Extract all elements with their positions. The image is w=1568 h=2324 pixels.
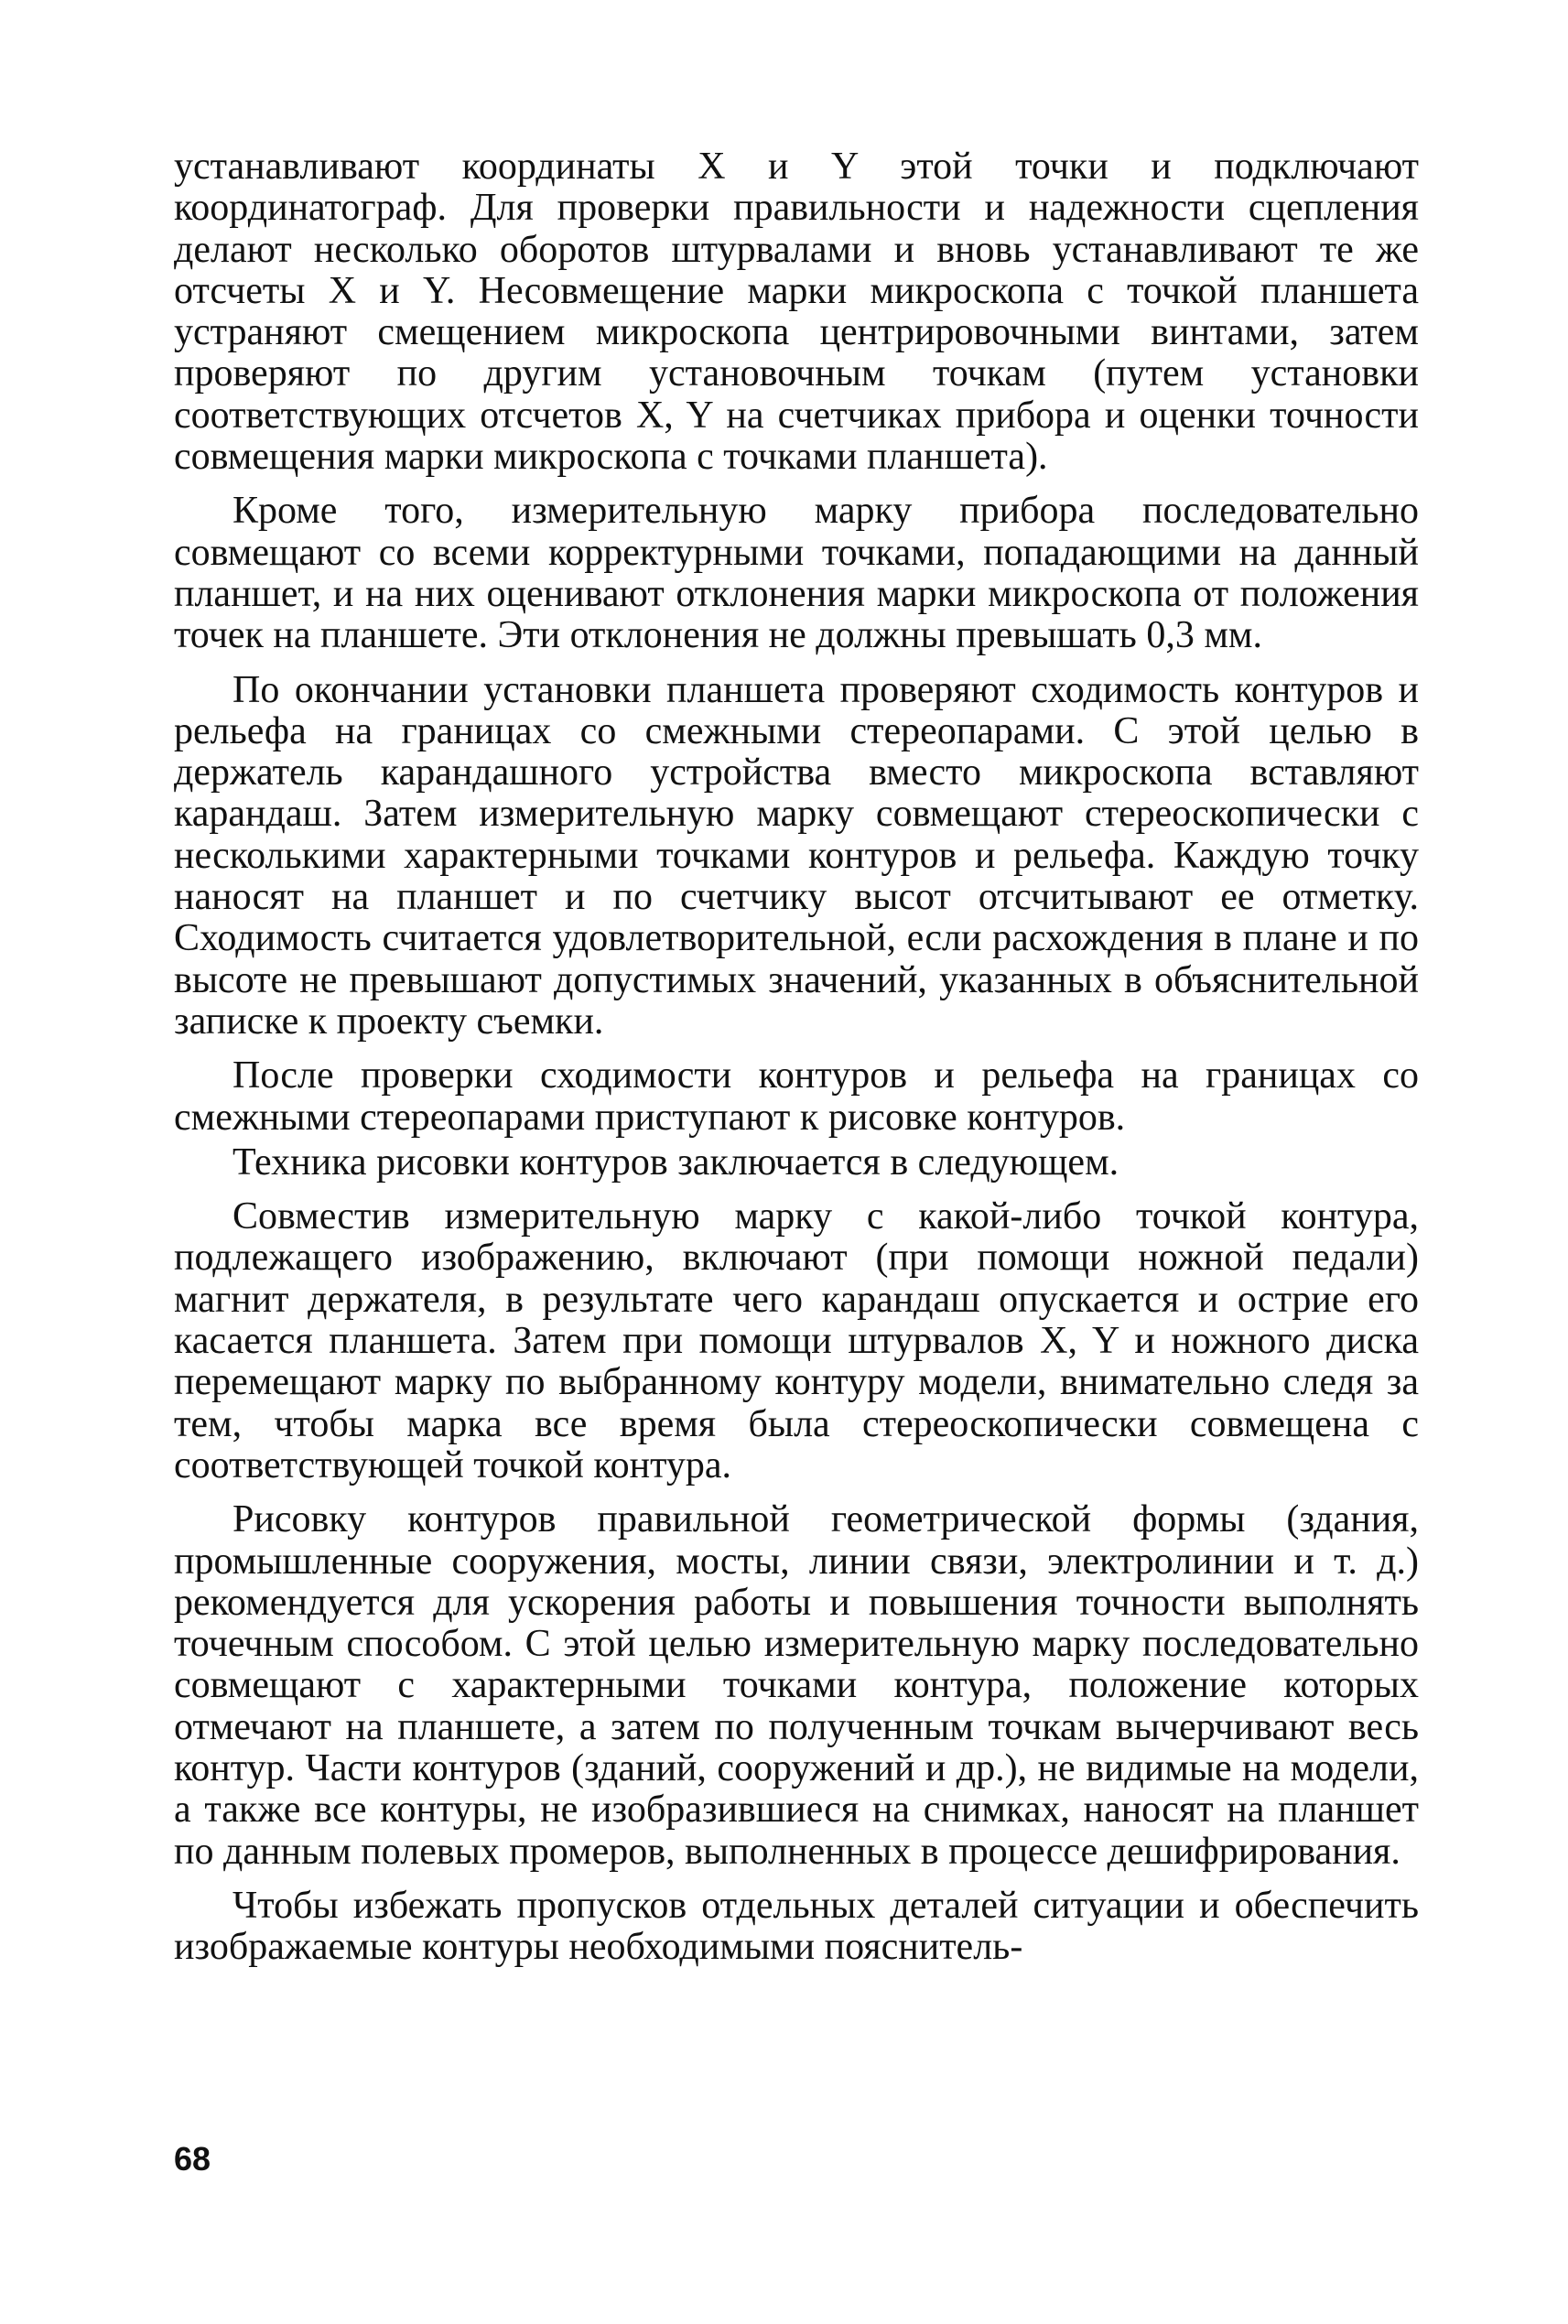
paragraph-2: Кроме того, измерительную марку прибора последовательно совмещают со всеми корректурными точками, попадающими на данный планшет, и на них оценивают отклонения марки микроскопа от положения точек на планшете. Эти отклонения не должны превышать 0,3 мм. bbox=[174, 490, 1419, 657]
paragraph-6: Совместив измерительную марку с какой-либо точкой контура, подлежащего изображению, включают (при помощи ножной педали) магнит держателя, в результате чего карандаш опускается и острие его касается планшета. Затем при помощи штурвалов X, Y и ножного диска перемещают марку по выбранному контуру модели, внимательно следя за тем, чтобы марка все время была стереоскопически совмещена с соответствующей точкой контура. bbox=[174, 1195, 1419, 1486]
page-body bbox=[174, 146, 1419, 1981]
paragraph-3: По окончании установки планшета проверяют сходимость контуров и рельефа на границах со смежными стереопарами. С этой целью в держатель карандашного устройства вместо микроскопа вставляют карандаш. Затем измерительную марку совмещают стереоскопически с несколькими характерными точками контуров и рельефа. Каждую точку наносят на планшет и по счетчику высот отсчитывают ее отметку. Сходимость считается удовлетворительной, если расхождения в плане и по высоте не превышают допустимых значений, указанных в объяснительной записке к проекту съемки. bbox=[174, 668, 1419, 1043]
paragraph-8: Чтобы избежать пропусков отдельных деталей ситуации и обеспечить изображаемые контуры необходимыми пояснитель- bbox=[174, 1884, 1419, 1969]
page-number: 68 bbox=[174, 2140, 211, 2178]
paragraph-1: устанавливают координаты X и Y этой точки и подключают координатограф. Для проверки правильности и надежности сцепления делают несколько оборотов штурвалами и вновь устанавливают те же отсчеты X и Y. Несовмещение марки микроскопа с точкой планшета устраняют смещением микроскопа центрировочными винтами, затем проверяют по другим установочным точкам (путем установки соответствующих отсчетов X, Y на счетчиках прибора и оценки точности совмещения марки микроскопа с точками планшета). bbox=[174, 146, 1419, 479]
paragraph-5: Техника рисовки контуров заключается в следующем. bbox=[232, 1140, 1119, 1184]
paragraph-4: После проверки сходимости контуров и рельефа на границах со смежными стереопарами приступают к рисовке контуров. bbox=[174, 1054, 1419, 1139]
paragraph-7: Рисовку контуров правильной геометрической формы (здания, промышленные сооружения, мосты, линии связи, электролинии и т. д.) рекомендуется для ускорения работы и повышения точности выполнять точечным способом. С этой целью измерительную марку последовательно совмещают с характерными точками контура, положение которых отмечают на планшете, а затем по полученным точкам вычерчивают весь контур. Части контуров (зданий, сооружений и др.), не видимые на модели, а также все контуры, не изобразившиеся на снимках, наносят на планшет по данным полевых промеров, выполненных в процессе дешифрирования. bbox=[174, 1498, 1419, 1873]
